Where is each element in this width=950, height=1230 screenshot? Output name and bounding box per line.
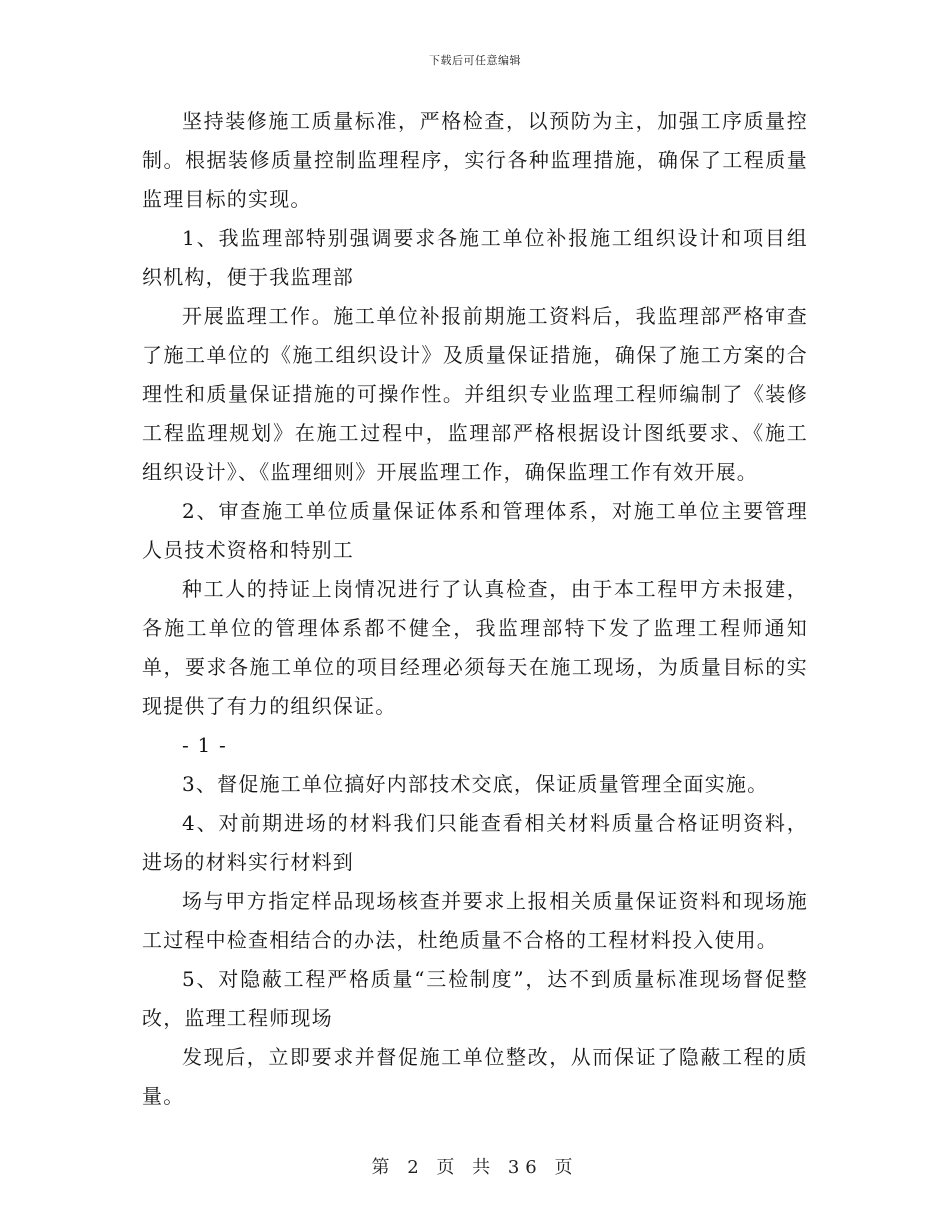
paragraph-item-1-continued: 开展监理工作。施工单位补报前期施工资料后，我监理部严格审查了施工单位的《施工组织设计》及质量保证措施，确保了施工方案的合理性和质量保证措施的可操作性。并组织专业监理工程师编制了《装修工程监理规划》在施工过程中，监理部严格根据设计图纸要求、《施工组织设计》、《监理细则》开展监理工作，确保监理工作有效开展。: [142, 304, 808, 484]
page-header: 下载后可任意编辑: [429, 54, 521, 67]
paragraph-item-4-continued: 场与甲方指定样品现场核查并要求上报相关质量保证资料和现场施工过程中检查相结合的办法，杜绝质量不合格的工程材料投入使用。: [142, 889, 808, 952]
paragraph-item-1: 1、我监理部特别强调要求各施工单位补报施工组织设计和项目组织机构，便于我监理部: [142, 226, 808, 289]
paragraph-item-4: 4、对前期进场的材料我们只能查看相关材料质量合格证明资料，进场的材料实行材料到: [142, 811, 808, 874]
paragraph-item-3: 3、督促施工单位搞好内部技术交底，保证质量管理全面实施。: [182, 772, 769, 796]
paragraph-item-2-continued: 种工人的持证上岗情况进行了认真检查，由于本工程甲方未报建，各施工单位的管理体系都不健全，我监理部特下发了监理工程师通知单，要求各施工单位的项目经理必须每天在施工现场，为质量目标的实现提供了有力的组织保证。: [142, 577, 808, 718]
page-footer: 第 2 页 共 36 页: [371, 1157, 579, 1178]
paragraph-item-5: 5、对隐蔽工程严格质量“三检制度”，达不到质量标准现场督促整改，监理工程师现场: [142, 967, 808, 1030]
document-body: [142, 102, 808, 1116]
paragraph-intro: 坚持装修施工质量标准，严格检查，以预防为主，加强工序质量控制。根据装修质量控制监理程序，实行各种监理措施，确保了工程质量监理目标的实现。: [142, 109, 808, 211]
paragraph-item-5-continued: 发现后，立即要求并督促施工单位整改，从而保证了隐蔽工程的质量。: [142, 1045, 808, 1108]
paragraph-item-2: 2、审查施工单位质量保证体系和管理体系，对施工单位主要管理人员技术资格和特别工: [142, 499, 808, 562]
inner-page-marker: - 1 -: [182, 733, 227, 757]
